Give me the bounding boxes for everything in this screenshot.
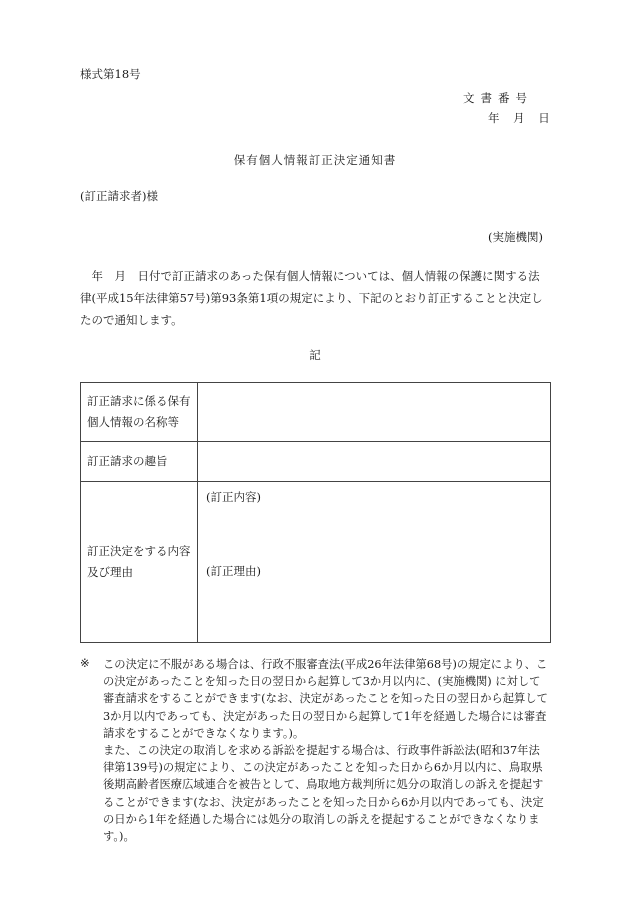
table-row [81,383,551,442]
form-number: 様式第18号 [80,67,141,81]
notice-body-text: 年 月 日付で訂正請求のあった保有個人情報については、個人情報の保護に関する法律(平成15年法律第57号)第93条第1項の規定により、下記のとおり訂正することと決定したので通知します。 [80,269,543,327]
row-value-info-name [198,383,551,442]
notice-body [80,265,550,331]
correction-reason-label: (訂正理由) [206,564,261,578]
decision-table [80,382,551,643]
note-mark: ※ [80,656,90,670]
table-row [81,482,551,643]
appeal-note-review: この決定に不服がある場合は、行政不服審査法(平成26年法律第68号)の規定により、この決定があったことを知った日の翌日から起算して3か月以内に、(実施機関) に対して審査請求をすることができます(なお、決定があったことを知った日の翌日から起算して3か月以内であっても、決定があった日の翌日から起算して1年を経過した場合には審査請求をすることができなくなります。)。 [103,658,548,740]
table-row [81,442,551,482]
row-value-decision-content [198,482,551,643]
correction-content-label: (訂正内容) [206,490,261,504]
row-value-request-purpose [198,442,551,482]
appeal-note-lawsuit: また、この決定の取消しを求める訴訟を提起する場合は、行政事件訴訟法(昭和37年法律第139号)の規定により、この決定があったことを知った日から6か月以内に、鳥取県後期高齢者医療広域連合を被告として、鳥取地方裁判所に処分の取消しの訴えを提起することができます(なお、決定があったことを知った日から6か月以内であっても、決定の日から1年を経過した場合には処分の取消しの訴えを提起することができなくなります。)。 [103,744,544,844]
ki-heading: 記 [309,348,321,362]
row-label-request-purpose: 訂正請求の趣旨 [81,442,198,482]
document-title: 保有個人情報訂正決定通知書 [233,153,397,167]
row-label-decision-content: 訂正決定をする内容及び理由 [81,482,198,643]
document-number: 文書番号 [463,91,533,105]
row-label-info-name: 訂正請求に係る保有個人情報の名称等 [81,383,198,442]
document-date: 年 月 日 [488,111,550,125]
issuing-agency: (実施機関) [488,230,543,244]
addressee: (訂正請求者)様 [80,189,158,203]
appeal-note [103,656,550,845]
